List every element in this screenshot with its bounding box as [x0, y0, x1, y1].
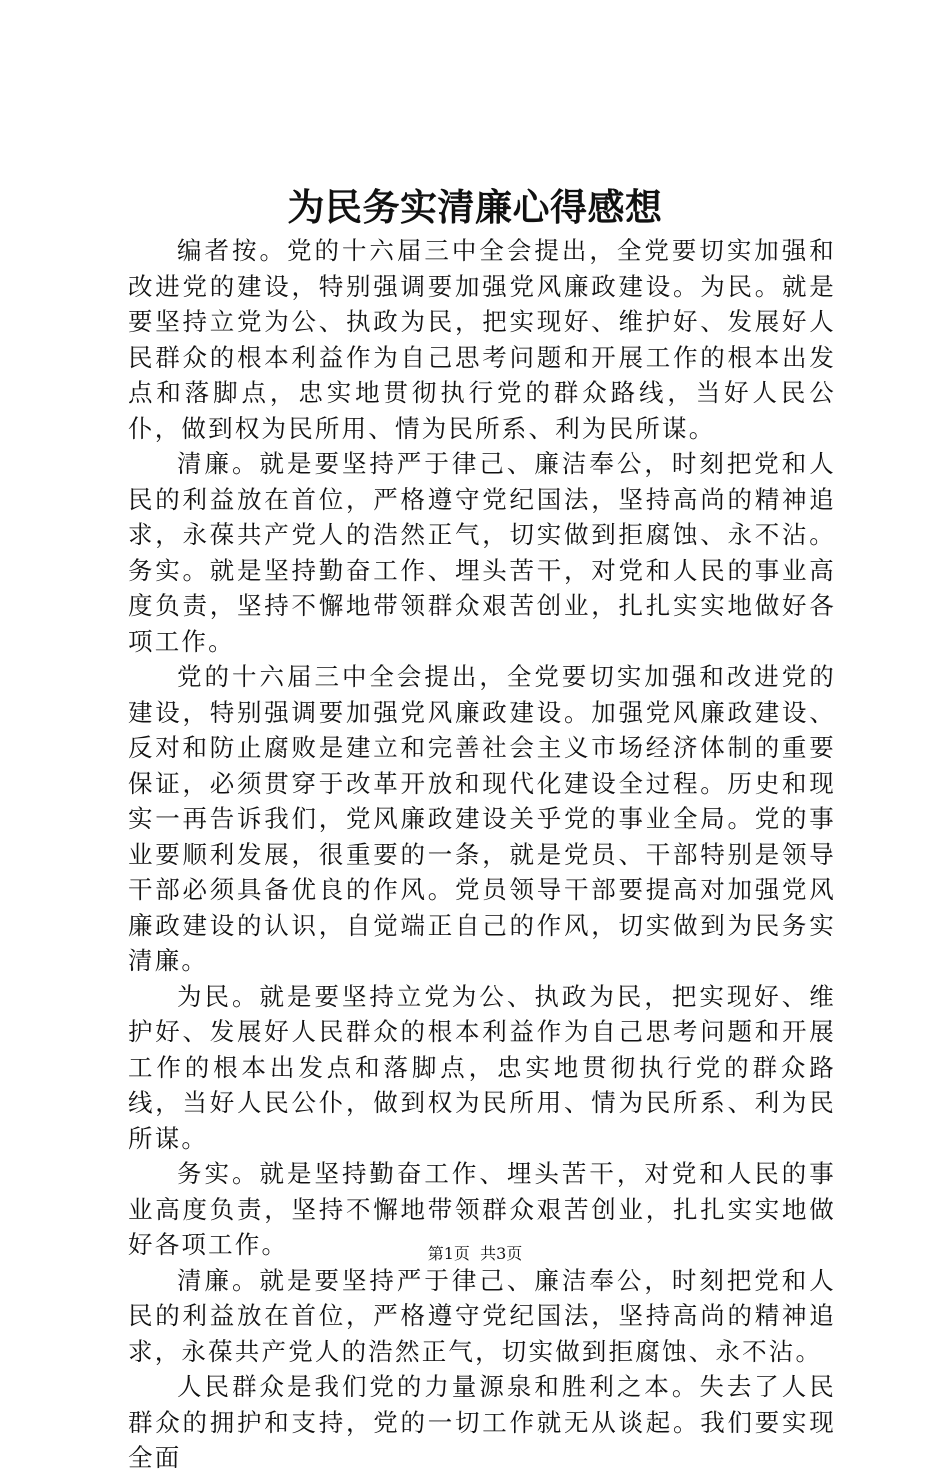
paragraph: 清廉。就是要坚持严于律己、廉洁奉公，时刻把党和人民的利益放在首位，严格遵守党纪国法，坚持高尚的精神追求，永葆共产党人的浩然正气，切实做到拒腐蚀、永不沾。 [128, 1265, 836, 1366]
paragraph: 为民。就是要坚持立党为公、执政为民，把实现好、维护好、发展好人民群众的根本利益作为自己思考问题和开展工作的根本出发点和落脚点，忠实地贯彻执行党的群众路线，当好人民公仆，做到权为民所用、情为民所系、利为民所谋。 [128, 981, 836, 1153]
page-total: 共3页 [480, 1244, 523, 1263]
document-body [128, 233, 836, 1476]
paragraph: 清廉。就是要坚持严于律己、廉洁奉公，时刻把党和人民的利益放在首位，严格遵守党纪国法，坚持高尚的精神追求，永葆共产党人的浩然正气，切实做到拒腐蚀、永不沾。务实。就是坚持勤奋工作、埋头苦干，对党和人民的事业高度负责，坚持不懈地带领群众艰苦创业，扎扎实实地做好各项工作。 [128, 449, 836, 656]
page-footer [0, 1243, 950, 1265]
document-title: 为民务实清廉心得感想 [287, 185, 663, 229]
paragraph: 务实。就是坚持勤奋工作、埋头苦干，对党和人民的事业高度负责，坚持不懈地带领群众艰苦创业，扎扎实实地做好各项工作。 [128, 1159, 836, 1259]
paragraph: 编者按。党的十六届三中全会提出，全党要切实加强和改进党的建设，特别强调要加强党风廉政建设。为民。就是要坚持立党为公、执政为民，把实现好、维护好、发展好人民群众的根本利益作为自己思考问题和开展工作的根本出发点和落脚点，忠实地贯彻执行党的群众路线，当好人民公仆，做到权为民所用、情为民所系、利为民所谋。 [128, 236, 836, 443]
paragraph: 人民群众是我们党的力量源泉和胜利之本。失去了人民群众的拥护和支持，党的一切工作就无从谈起。我们要实现全面 [128, 1372, 836, 1472]
page-number: 第1页 [427, 1244, 470, 1263]
paragraph: 党的十六届三中全会提出，全党要切实加强和改进党的建设，特别强调要加强党风廉政建设。加强党风廉政建设、反对和防止腐败是建立和完善社会主义市场经济体制的重要保证，必须贯穿于改革开放和现代化建设全过程。历史和现实一再告诉我们，党风廉政建设关乎党的事业全局。党的事业要顺利发展，很重要的一条，就是党员、干部特别是领导干部必须具备优良的作风。党员领导干部要提高对加强党风廉政建设的认识，自觉端正自己的作风，切实做到为民务实清廉。 [128, 662, 836, 975]
